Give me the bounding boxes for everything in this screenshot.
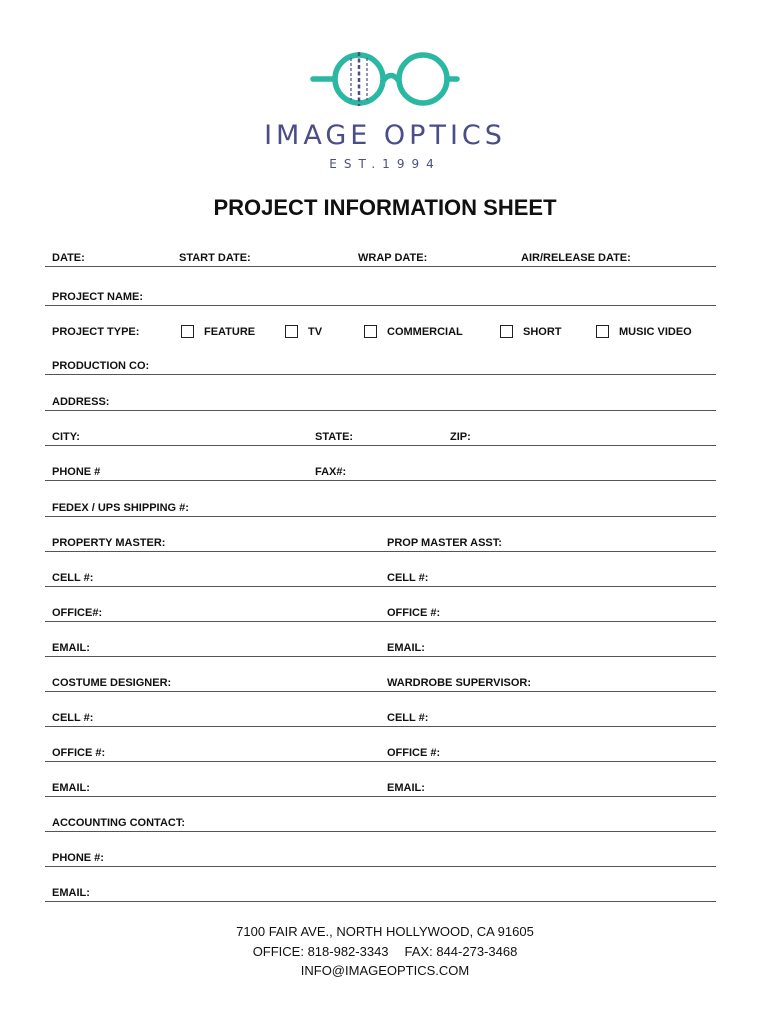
acct-phone-row[interactable]	[45, 844, 716, 867]
zip-label: ZIP:	[450, 431, 471, 443]
checkbox-short-box[interactable]	[500, 325, 513, 338]
costume-designer-label: COSTUME DESIGNER:	[52, 677, 172, 689]
footer-email[interactable]: INFO@IMAGEOPTICS.COM	[300, 963, 470, 978]
property-master-row[interactable]	[45, 529, 716, 552]
air-release-date-label: AIR/RELEASE DATE:	[521, 252, 631, 264]
checkbox-tv[interactable]	[285, 325, 322, 338]
logo	[0, 48, 770, 171]
footer	[0, 922, 770, 981]
costume-designer-row[interactable]	[45, 669, 716, 692]
checkbox-music-video-label: MUSIC VIDEO	[619, 325, 692, 338]
page-title: PROJECT INFORMATION SHEET	[213, 195, 557, 220]
shipping-row[interactable]	[45, 494, 716, 517]
pm-cell-row[interactable]	[45, 564, 716, 587]
date-label: DATE:	[52, 252, 85, 264]
checkbox-music-video-box[interactable]	[596, 325, 609, 338]
cd-office-label: OFFICE #:	[52, 747, 106, 759]
wardrobe-supervisor-label: WARDROBE SUPERVISOR:	[387, 677, 532, 689]
acct-email-row[interactable]	[45, 879, 716, 902]
accounting-contact-label: ACCOUNTING CONTACT:	[52, 817, 186, 829]
ws-office-label: OFFICE #:	[387, 747, 441, 759]
city-label: CITY:	[52, 431, 80, 443]
ws-cell-label: CELL #:	[387, 712, 429, 724]
ws-email-label: EMAIL:	[387, 782, 425, 794]
start-date-label: START DATE:	[179, 252, 251, 264]
checkbox-feature-label: FEATURE	[204, 325, 256, 338]
pm-office-label: OFFICE#:	[52, 607, 103, 619]
checkbox-commercial-label: COMMERCIAL	[387, 325, 463, 338]
cd-email-row[interactable]	[45, 774, 716, 797]
cd-email-label: EMAIL:	[52, 782, 90, 794]
checkbox-commercial[interactable]	[364, 325, 463, 338]
footer-fax: FAX: 844-273-3468	[404, 943, 518, 959]
project-type-label: PROJECT TYPE:	[52, 326, 140, 338]
address-row[interactable]	[45, 388, 716, 411]
fax-label: FAX#:	[315, 466, 347, 478]
checkbox-feature-box[interactable]	[181, 325, 194, 338]
brand-established: EST.1994	[329, 157, 441, 171]
checkbox-tv-box[interactable]	[285, 325, 298, 338]
project-name-label: PROJECT NAME:	[52, 291, 144, 303]
address-label: ADDRESS:	[52, 396, 110, 408]
shipping-label: FEDEX / UPS SHIPPING #:	[52, 502, 189, 514]
footer-contacts	[0, 942, 770, 962]
pma-cell-label: CELL #:	[387, 572, 429, 584]
project-name-row[interactable]	[45, 283, 716, 306]
brand-name: IMAGE OPTICS	[264, 120, 506, 151]
checkbox-short-label: SHORT	[523, 325, 562, 338]
footer-office: OFFICE: 818-982-3343	[252, 943, 389, 959]
footer-address: 7100 FAIR AVE., NORTH HOLLYWOOD, CA 91605	[236, 924, 534, 939]
pm-office-row[interactable]	[45, 599, 716, 622]
accounting-contact-row[interactable]	[45, 809, 716, 832]
cd-cell-row[interactable]	[45, 704, 716, 727]
checkbox-short[interactable]	[500, 325, 562, 338]
dates-row	[45, 244, 716, 267]
pm-cell-label: CELL #:	[52, 572, 94, 584]
acct-email-label: EMAIL:	[52, 887, 90, 899]
phone-label: PHONE #	[52, 466, 101, 478]
production-co-row[interactable]	[45, 352, 716, 375]
checkbox-feature[interactable]	[181, 325, 255, 338]
production-co-label: PRODUCTION CO:	[52, 360, 150, 372]
pma-office-label: OFFICE #:	[387, 607, 441, 619]
project-type-row	[45, 318, 716, 340]
pma-email-label: EMAIL:	[387, 642, 425, 654]
pm-email-row[interactable]	[45, 634, 716, 657]
wrap-date-label: WRAP DATE:	[358, 252, 428, 264]
city-row[interactable]	[45, 423, 716, 446]
checkbox-tv-label: TV	[308, 325, 323, 338]
phone-row[interactable]	[45, 458, 716, 481]
glasses-icon	[310, 48, 460, 110]
checkbox-commercial-box[interactable]	[364, 325, 377, 338]
state-label: STATE:	[315, 431, 354, 443]
property-master-label: PROPERTY MASTER:	[52, 537, 166, 549]
prop-master-asst-label: PROP MASTER ASST:	[387, 537, 502, 549]
cd-office-row[interactable]	[45, 739, 716, 762]
checkbox-music-video[interactable]	[596, 325, 692, 338]
pm-email-label: EMAIL:	[52, 642, 90, 654]
cd-cell-label: CELL #:	[52, 712, 94, 724]
acct-phone-label: PHONE #:	[52, 852, 104, 864]
